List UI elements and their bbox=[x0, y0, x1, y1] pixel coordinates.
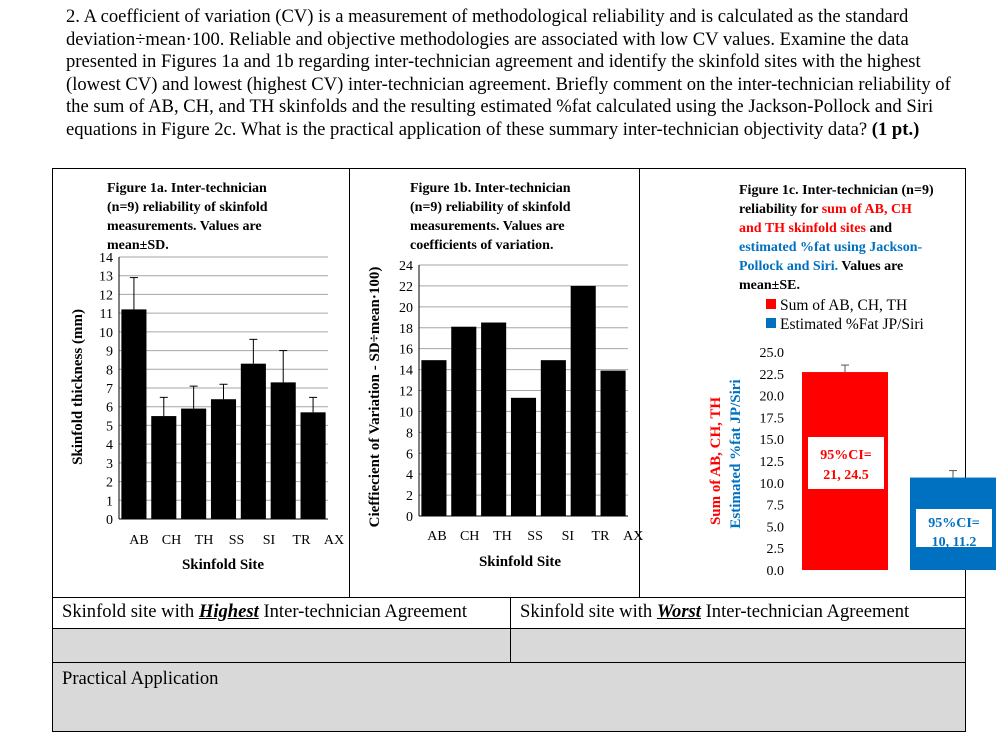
worst-agreement-header bbox=[510, 598, 965, 628]
question-points: (1 pt.) bbox=[871, 118, 920, 140]
chart-title-run: Pollock and Siri. bbox=[739, 259, 839, 274]
worst-agreement-answer[interactable] bbox=[510, 629, 965, 662]
highest-agreement-answer[interactable] bbox=[53, 629, 510, 662]
ci-label: 10, 11.2 bbox=[931, 535, 977, 550]
x-tick-label: TR bbox=[292, 533, 311, 548]
y-tick-label: 5 bbox=[106, 419, 113, 435]
x-tick-label: TH bbox=[493, 529, 512, 544]
y-tick-label: 2 bbox=[106, 475, 113, 491]
answer-frame bbox=[52, 168, 980, 732]
x-tick-label: AB bbox=[129, 533, 149, 548]
x-axis-title: Skinfold Site bbox=[181, 557, 265, 573]
y-tick-label: 0 bbox=[106, 513, 113, 528]
chart-title-line: mean±SD. bbox=[107, 238, 169, 253]
y-tick-label: 3 bbox=[106, 456, 113, 472]
y-tick-label: 13 bbox=[99, 269, 113, 285]
ci-label: 95%CI= bbox=[820, 448, 872, 463]
x-tick-label: CH bbox=[459, 529, 480, 544]
chart-title-line bbox=[739, 183, 934, 198]
x-tick-label: SI bbox=[561, 529, 575, 544]
bar bbox=[151, 416, 176, 519]
chart-title-run: mean±SE. bbox=[739, 278, 800, 293]
y-tick-label: 17.5 bbox=[759, 411, 784, 427]
y-tick-label: 5.0 bbox=[766, 520, 784, 536]
highest-agreement-header bbox=[53, 598, 510, 628]
y-tick-label: 15.0 bbox=[759, 433, 784, 449]
chart-title-line: (n=9) reliability of skinfold bbox=[410, 200, 571, 215]
header-text: Inter-technician Agreement bbox=[700, 601, 910, 622]
figure-1b bbox=[350, 169, 644, 597]
chart-title-line: Figure 1a. Inter-technician bbox=[107, 181, 267, 196]
chart-title-line: measurements. Values are bbox=[107, 219, 262, 234]
header-emphasis: Highest bbox=[198, 601, 259, 622]
y-tick-label: 18 bbox=[399, 321, 413, 337]
y-tick-label: 22 bbox=[399, 279, 413, 295]
chart-title-line: Figure 1b. Inter-technician bbox=[410, 181, 571, 196]
y-tick-label: 22.5 bbox=[759, 367, 784, 383]
header-text: Skinfold site with bbox=[520, 601, 657, 622]
y-tick-label: 10.0 bbox=[759, 476, 784, 492]
x-tick-label: SS bbox=[527, 529, 543, 544]
chart-title-line bbox=[739, 202, 912, 217]
chart-title-line bbox=[739, 240, 923, 255]
figure-1b-chart bbox=[350, 169, 644, 597]
legend-swatch bbox=[766, 299, 776, 309]
y-axis-title: Skinfold thickness (mm) bbox=[70, 309, 86, 465]
bar bbox=[511, 398, 536, 516]
practical-application-row[interactable] bbox=[53, 662, 965, 731]
bar bbox=[481, 323, 506, 516]
chart-title-run: Figure 1c. Inter-technician (n=9) bbox=[739, 183, 934, 198]
y-tick-label: 0.0 bbox=[766, 564, 784, 579]
x-tick-label: SI bbox=[262, 533, 276, 548]
ci-label: 21, 24.5 bbox=[823, 468, 869, 483]
y-tick-label: 24 bbox=[399, 259, 413, 274]
bar bbox=[241, 364, 266, 519]
bar bbox=[211, 399, 236, 519]
y-tick-label: 6 bbox=[106, 400, 113, 416]
chart-title-run: estimated %fat using Jackson- bbox=[739, 240, 923, 255]
y-tick-label: 14 bbox=[99, 251, 113, 266]
figure-1a-chart bbox=[53, 169, 349, 597]
x-tick-label: AX bbox=[623, 529, 644, 544]
chart-title-run: Values are bbox=[838, 259, 904, 274]
legend-swatch bbox=[766, 318, 776, 328]
x-tick-label: TR bbox=[591, 529, 610, 544]
y-tick-label: 8 bbox=[106, 363, 113, 379]
figure-1c-chart bbox=[640, 169, 980, 597]
answer-input-row bbox=[53, 628, 965, 662]
y-tick-label: 10 bbox=[399, 405, 413, 421]
x-tick-label: SS bbox=[228, 533, 245, 548]
chart-title-run: and bbox=[865, 221, 893, 236]
bar bbox=[121, 309, 146, 519]
chart-title-line: measurements. Values are bbox=[410, 219, 565, 234]
y-tick-label: 0 bbox=[406, 510, 413, 525]
answer-header-row bbox=[53, 597, 965, 628]
y-tick-label: 10 bbox=[99, 325, 113, 341]
y-tick-label: 25.0 bbox=[759, 346, 784, 361]
chart-title-line bbox=[739, 221, 892, 236]
y-axis-title: Sum of AB, CH, TH bbox=[708, 396, 724, 526]
y-tick-label: 11 bbox=[99, 307, 113, 323]
chart-title-line: (n=9) reliability of skinfold bbox=[107, 200, 268, 215]
header-text: Skinfold site with bbox=[62, 601, 199, 622]
legend-label: Sum of AB, CH, TH bbox=[780, 297, 908, 314]
figure-1c bbox=[640, 169, 980, 597]
chart-title-line bbox=[739, 278, 800, 293]
y-tick-label: 6 bbox=[406, 447, 413, 463]
x-tick-label: AB bbox=[427, 529, 447, 544]
practical-application-label: Practical Application bbox=[62, 668, 219, 689]
y-tick-label: 4 bbox=[406, 468, 413, 484]
y-tick-label: 2.5 bbox=[766, 542, 784, 558]
y-tick-label: 16 bbox=[399, 342, 413, 358]
chart-title-run: sum of AB, CH bbox=[821, 202, 912, 217]
y-tick-label: 7 bbox=[106, 382, 113, 397]
chart-title-line bbox=[739, 259, 903, 274]
y-tick-label: 1 bbox=[106, 494, 113, 510]
bar bbox=[571, 286, 596, 516]
question-text bbox=[66, 6, 966, 141]
y-tick-label: 12 bbox=[399, 384, 413, 400]
bar bbox=[181, 409, 206, 519]
header-text: Inter-technician Agreement bbox=[258, 601, 467, 622]
y-tick-label: 7.5 bbox=[766, 498, 784, 514]
y-tick-label: 8 bbox=[406, 426, 413, 442]
x-axis-title: Skinfold Site bbox=[478, 554, 562, 570]
y-tick-label: 12 bbox=[99, 288, 113, 304]
legend-label: Estimated %Fat JP/Siri bbox=[780, 316, 924, 333]
x-tick-label: CH bbox=[161, 533, 182, 548]
chart-title-run: reliability for bbox=[739, 202, 822, 217]
y-tick-label: 20.0 bbox=[759, 389, 784, 405]
y-tick-label: 20 bbox=[399, 300, 413, 316]
figure-1a bbox=[53, 169, 349, 597]
y-axis-title: Cieffiecient of Variation - SD÷mean·100) bbox=[367, 266, 383, 528]
bar bbox=[301, 412, 326, 519]
chart-title-line: coefficients of variation. bbox=[410, 238, 554, 253]
question-body: 2. A coefficient of variation (CV) is a measurement of methodological reliability and is calculated as the standard deviation÷mean·100. Reliable and objective methodologies are associated with low CV values. Examine the data presented in Figures 1a and 1b regarding inter-technician agreement and identify the skinfold sites with the highest (lowest CV) and lowest (highest CV) inter-technician agreement. Briefly comment on the inter-technician reliability of the sum of AB, CH, and TH skinfolds and the resulting estimated %fat calculated using the Jackson-Pollock and Siri equations in Figure 2c. What is the practical application of these summary inter-technician objectivity data? bbox=[66, 6, 951, 140]
y-tick-label: 4 bbox=[106, 438, 113, 454]
bar bbox=[451, 327, 476, 516]
bar bbox=[271, 382, 296, 519]
x-tick-label: AX bbox=[323, 533, 345, 548]
ci-label: 95%CI= bbox=[928, 516, 980, 531]
x-tick-label: TH bbox=[194, 533, 214, 548]
y-tick-label: 2 bbox=[406, 489, 413, 505]
y-axis-title: Estimated %fat JP/Siri bbox=[728, 379, 744, 529]
bar bbox=[421, 360, 446, 516]
bar bbox=[601, 371, 626, 516]
bar bbox=[541, 360, 566, 516]
y-tick-label: 12.5 bbox=[759, 455, 784, 470]
y-tick-label: 14 bbox=[399, 363, 413, 379]
y-tick-label: 9 bbox=[106, 344, 113, 360]
header-emphasis: Worst bbox=[656, 601, 701, 622]
chart-title-run: and TH skinfold sites bbox=[739, 221, 866, 236]
